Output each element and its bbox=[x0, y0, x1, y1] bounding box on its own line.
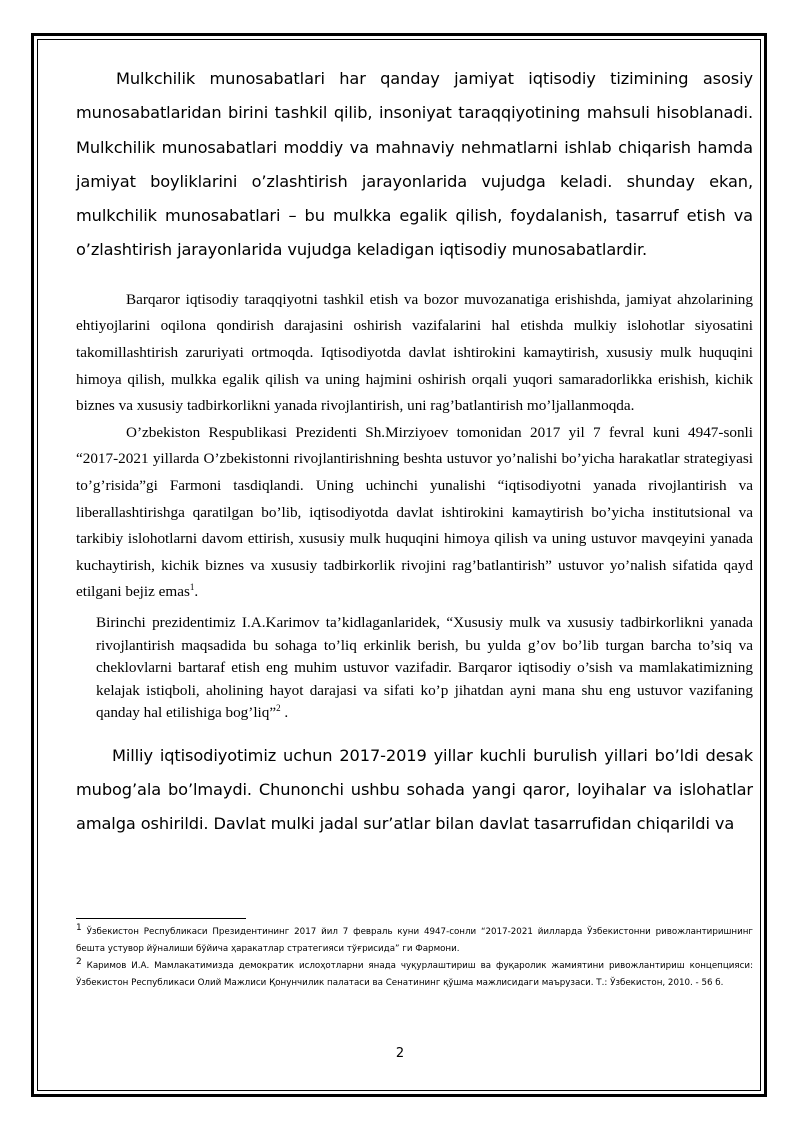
footnote-text-2: Каримов И.А. Мамлакатимизда демократик ислоҳотларни янада чуқурлаштириш ва фуқаролик жамиятини ривожлантириш концепцияси: Ўзбекистон Республикаси Олий Мажлиси Қонунчилик палатаси ва Сенатининг қўшма мажлисидаги маърузаси. Т.: Ўзбекистон, 2010. - 56 б. bbox=[76, 961, 753, 988]
footnote-ref-2[interactable]: 2 bbox=[276, 703, 281, 714]
footnote-mark-1: 1 bbox=[76, 923, 82, 934]
paragraph-decree-text: O’zbekiston Respublikasi Prezidenti Sh.Mirziyoev tomonidan 2017 yil 7 fevral kuni 4947-sonli “2017-2021 yillarda O’zbekistonni rivojlantirishning beshta ustuvor yo’nalishi bo’yicha harakatlar strategiyasi to’g’risida”gi Farmoni tasdiqlandi. Uning uchinchi yunalishi “iqtisodiyotni yanada rivojlantirish va liberallashtirishga qaratilgan bo’lib, iqtisodiyotda davlat ishtirokini kamaytirish bo’yicha institutsional va tarkibiy islohotlarni davom ettirish, xususiy mulk huquqini himoya qilish va uning ustuvor mavqeyini yanada kuchaytirish, kichik biznes va xususiy tadbirkorlik rivojini rag’batlantirish” ustuvor yo’nalish sifatida qayd etilgani bejiz emas bbox=[76, 423, 753, 601]
paragraph-national-economy: Milliy iqtisodiyotimiz uchun 2017-2019 yillar kuchli burulish yillari bo’ldi desak mubog’ala bo’lmaydi. Chunonchi ushbu sohada yangi qaror, loyihalar va islohatlar amalga oshirildi. Davlat mulki jadal sur’atlar bilan davlat tasarrufidan chiqarildi va bbox=[76, 745, 753, 834]
footnote-2 bbox=[76, 958, 753, 992]
footnote-ref-1[interactable]: 1 bbox=[189, 582, 195, 593]
paragraph-ownership-relations: Mulkchilik munosabatlari har qanday jamiyat iqtisodiy tizimining asosiy munosabatlaridan birini tashkil qilib, insoniyat taraqqiyotining mahsuli hisoblanadi. Mulkchilik munosabatlari moddiy va mahnaviy nehmatlarni ishlab chiqarish hamda jamiyat boyliklarini o’zlashtirish jarayonlarida vujudga keladi. shunday ekan, mulkchilik munosabatlari – bu mulkka egalik qilish, foydalanish, tasarruf etish va o’zlashtirish jarayonlarida vujudga keladigan iqtisodiy munosabatlardir. bbox=[76, 69, 753, 260]
footnotes bbox=[76, 924, 753, 992]
footnote-mark-2: 2 bbox=[76, 957, 82, 968]
page-number: 2 bbox=[395, 1046, 405, 1061]
page-body bbox=[76, 62, 753, 842]
footnote-1 bbox=[76, 924, 753, 958]
quote-text: Birinchi prezidentimiz I.A.Karimov ta’kidlaganlaridek, “Xususiy mulk va xususiy tadbirkorlikni yanada rivojlantirish maqsadida bu sohaga to’liq erkinlik berish, bu yulda g’ov bo’lib turgan barcha to’siq va cheklovlarni bartaraf etish eng muhim ustuvor vazifadir. Barqaror iqtisodiy o’sish va mamlakatimizning kelajak istiqboli, aholining hayot darajasi va sifati ko’p jihatdan ayni mana shu eng ustuvor vazifaning qanday hal etilishiga bog’liq” bbox=[96, 613, 753, 722]
paragraph-presidential-decree bbox=[76, 420, 753, 606]
paragraph-karimov-quote bbox=[96, 612, 753, 725]
paragraph-sustainable-development: Barqaror iqtisodiy taraqqiyotni tashkil etish va bozor muvozanatiga erishishda, jamiyat ahzolarining ehtiyojlarini oqilona qondirish darajasini oshirish vazifalarini hal etishda mulkiy islohotlar siyosatini takomillashtirish zaruriyati ortmoqda. Iqtisodiyotda davlat ishtirokini kamaytirish, xususiy mulk huquqini himoya qilish, mulkka egalik qilish va uning hajmini oshirish orqali yuqori samaradorlikka erishish, kichik biznes va xususiy tadbirkorlikni yanada rivojlantirish, uni rag’batlantirish mo’ljallanmoqda. bbox=[76, 290, 753, 415]
paragraph-decree-tail: . bbox=[194, 583, 199, 601]
footnote-separator bbox=[76, 918, 246, 919]
quote-tail: . bbox=[280, 704, 289, 722]
footnote-text-1: Ўзбекистон Республикаси Президентининг 2017 йил 7 февраль куни 4947-сонли “2017-2021 йилларда Ўзбекистонни ривожлантиришнинг бешта устувор йўналиши бўйича ҳаракатлар стратегияси тўғрисида” ги Фармони. bbox=[76, 927, 753, 954]
